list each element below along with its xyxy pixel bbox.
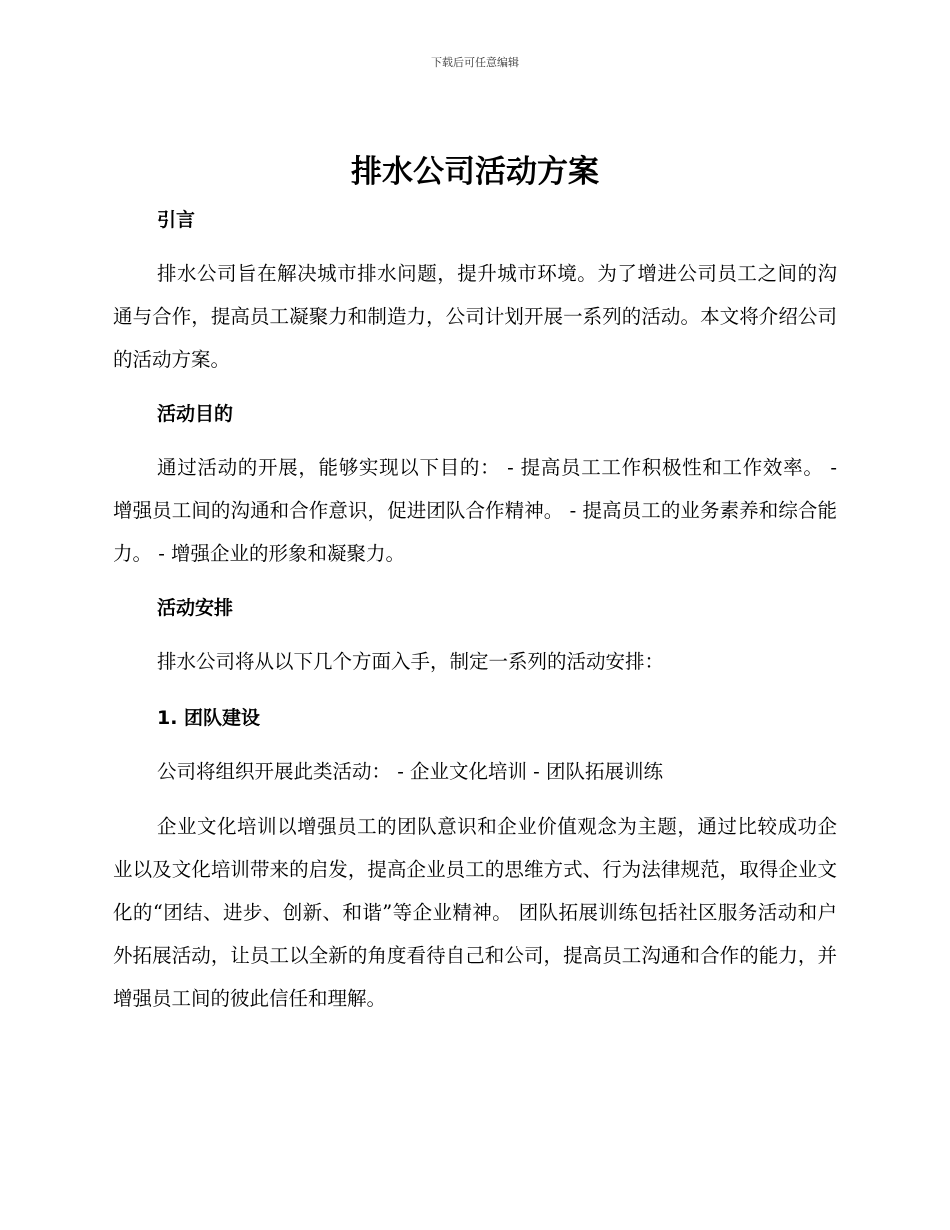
- heading-arrangement: 活动安排: [157, 597, 234, 619]
- paragraph-arrangement: 排水公司将从以下几个方面入手，制定一系列的活动安排：: [157, 650, 665, 673]
- paragraph-team-building-activities: 公司将组织开展此类活动： - 企业文化培训 - 团队拓展训练: [157, 760, 663, 783]
- paragraph-purpose: 通过活动的开展，能够实现以下目的： - 提高员工工作积极性和工作效率。 - 增强员工间的沟通和合作意识，促进团队合作精神。 - 提高员工的业务素养和综合能力。 - 增强企业的形象和凝聚力。: [113, 456, 837, 565]
- document-title: 排水公司活动方案: [351, 154, 599, 190]
- heading-team-building: 1. 团队建设: [157, 707, 261, 729]
- heading-purpose: 活动目的: [157, 403, 234, 425]
- paragraph-team-building-details: 企业文化培训以增强员工的团队意识和企业价值观念为主题，通过比较成功企业以及文化培训带来的启发，提高企业员工的思维方式、行为法律规范，取得企业文化的“团结、进步、创新、和谐”等企业精神。 团队拓展训练包括社区服务活动和户外拓展活动，让员工以全新的角度看待自己和公司，提高员工沟通和合作的能力，并增强员工间的彼此信任和理解。: [113, 815, 837, 1010]
- paragraph-intro: 排水公司旨在解决城市排水问题，提升城市环境。为了增进公司员工之间的沟通与合作，提高员工凝聚力和制造力，公司计划开展一系列的活动。本文将介绍公司的活动方案。: [113, 262, 837, 371]
- heading-intro: 引言: [157, 209, 196, 231]
- header-note: 下载后可任意编辑: [431, 56, 519, 69]
